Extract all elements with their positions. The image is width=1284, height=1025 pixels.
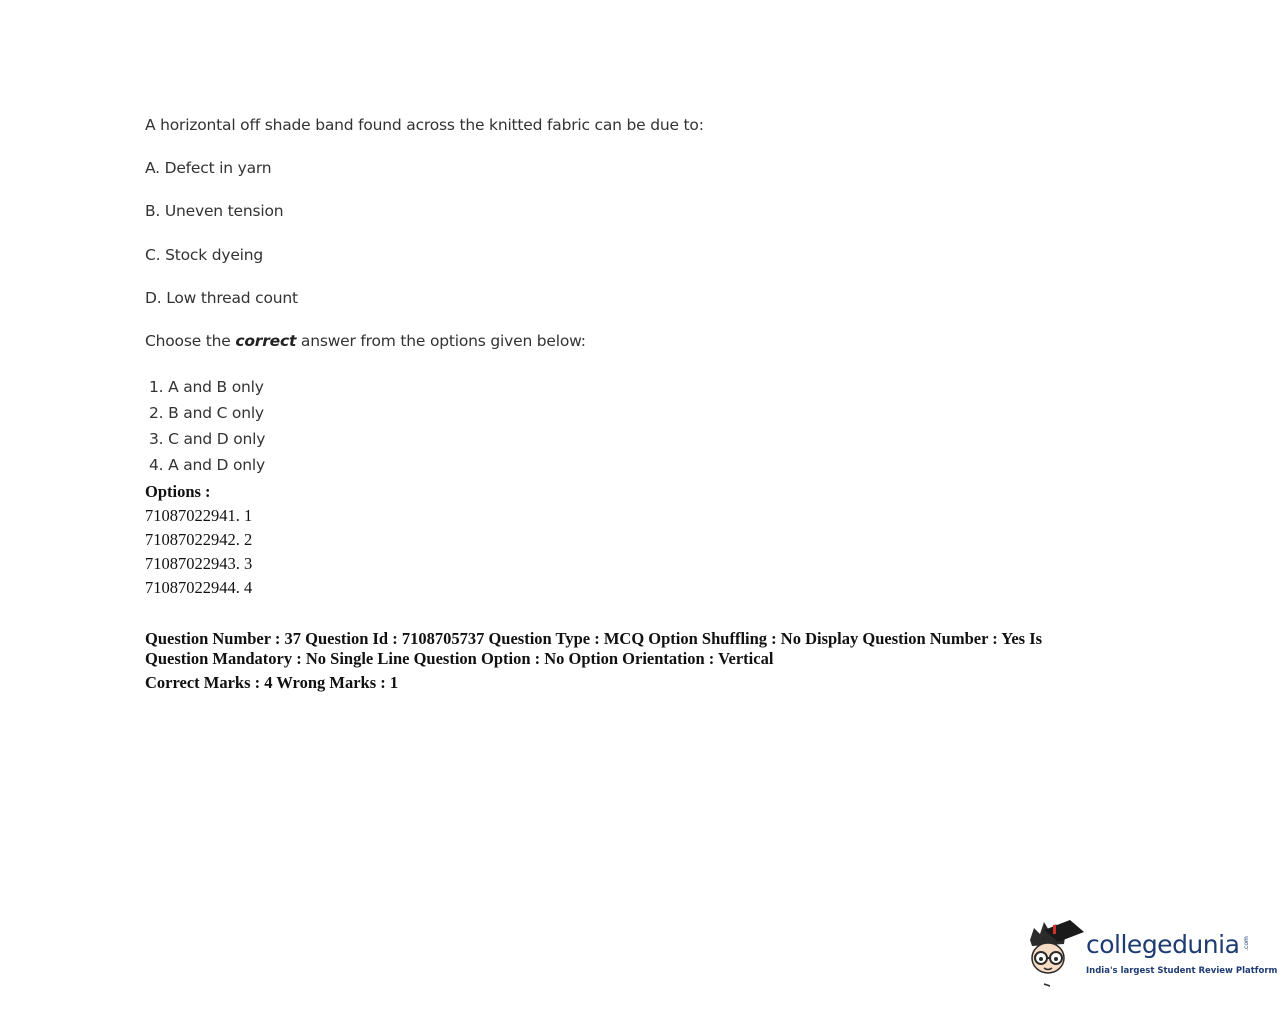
instruction-emphasis: correct	[235, 332, 297, 350]
option-id-1: 71087022941. 1	[145, 506, 253, 525]
question-stem: A horizontal off shade band found across the knitted fabric can be due to:	[145, 116, 704, 134]
collegedunia-logo	[1024, 918, 1278, 990]
instruction-suffix: answer from the options given below:	[296, 332, 586, 350]
statement-d: D. Low thread count	[145, 289, 298, 307]
answer-choice-2: 2. B and C only	[149, 404, 264, 422]
meta-line-2: Question Mandatory : No Single Line Question Option : No Option Orientation : Vertical	[145, 649, 774, 668]
logo-wordmark: collegedunia	[1086, 930, 1240, 959]
statement-a: A. Defect in yarn	[145, 159, 272, 177]
answer-choice-list	[149, 374, 265, 478]
logo-suffix: .com	[1242, 936, 1250, 951]
statement-b: B. Uneven tension	[145, 202, 284, 220]
meta-line-1: Question Number : 37 Question Id : 7108705737 Question Type : MCQ Option Shuffling : No Display Question Number : Yes Is	[145, 629, 1043, 648]
answer-choice-1: 1. A and B only	[149, 378, 264, 396]
mascot-icon	[1024, 918, 1086, 990]
question-meta-block	[145, 629, 1105, 693]
options-block	[145, 480, 252, 600]
logo-tagline: India's largest Student Review Platform	[1086, 966, 1278, 976]
answer-choice-4: 4. A and D only	[149, 456, 265, 474]
statement-c: C. Stock dyeing	[145, 246, 264, 264]
option-id-2: 71087022942. 2	[145, 530, 253, 549]
option-id-4: 71087022944. 4	[145, 578, 253, 597]
answer-choice-3: 3. C and D only	[149, 430, 266, 448]
options-title: Options :	[145, 482, 211, 501]
instruction-line	[145, 330, 586, 352]
marks-line: Correct Marks : 4 Wrong Marks : 1	[145, 673, 399, 692]
instruction-prefix: Choose the	[145, 332, 236, 350]
option-id-3: 71087022943. 3	[145, 554, 253, 573]
